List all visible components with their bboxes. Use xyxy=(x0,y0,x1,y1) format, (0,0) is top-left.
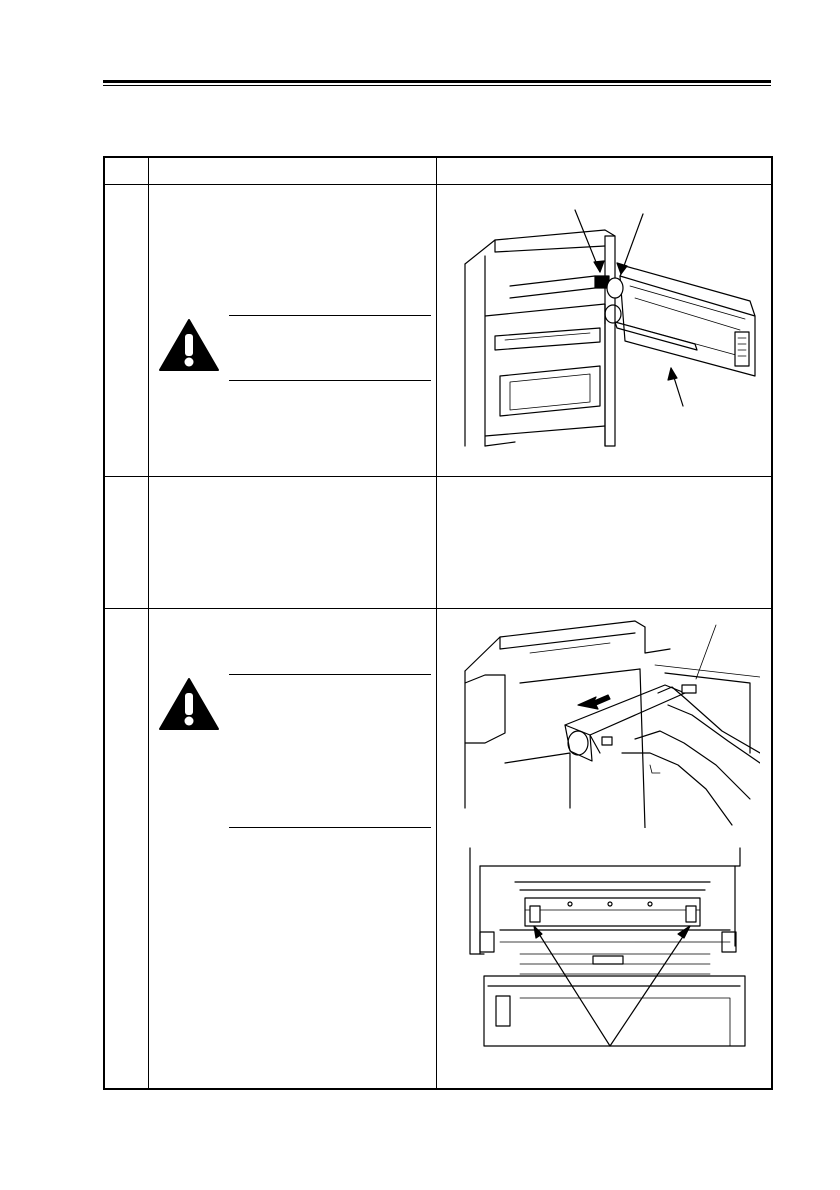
illustration-insert-unit xyxy=(460,613,760,828)
caution-rule-bottom xyxy=(229,380,431,381)
row-divider-1 xyxy=(105,476,771,477)
header-rule xyxy=(103,80,771,83)
caution-rule-bottom xyxy=(229,827,431,828)
header-row-divider xyxy=(105,184,771,185)
caution-rule-top xyxy=(229,674,431,675)
col-divider-illustration xyxy=(436,158,437,1088)
illustration-open-unit xyxy=(455,206,759,452)
caution-rule-top xyxy=(229,315,431,316)
warning-triangle-icon xyxy=(158,677,220,731)
illustration-front-view xyxy=(460,846,760,1066)
col-divider-step xyxy=(148,158,149,1088)
procedure-table xyxy=(103,156,773,1090)
row-divider-2 xyxy=(105,608,771,609)
warning-triangle-icon xyxy=(158,318,220,372)
header-rule-thin xyxy=(103,85,771,86)
